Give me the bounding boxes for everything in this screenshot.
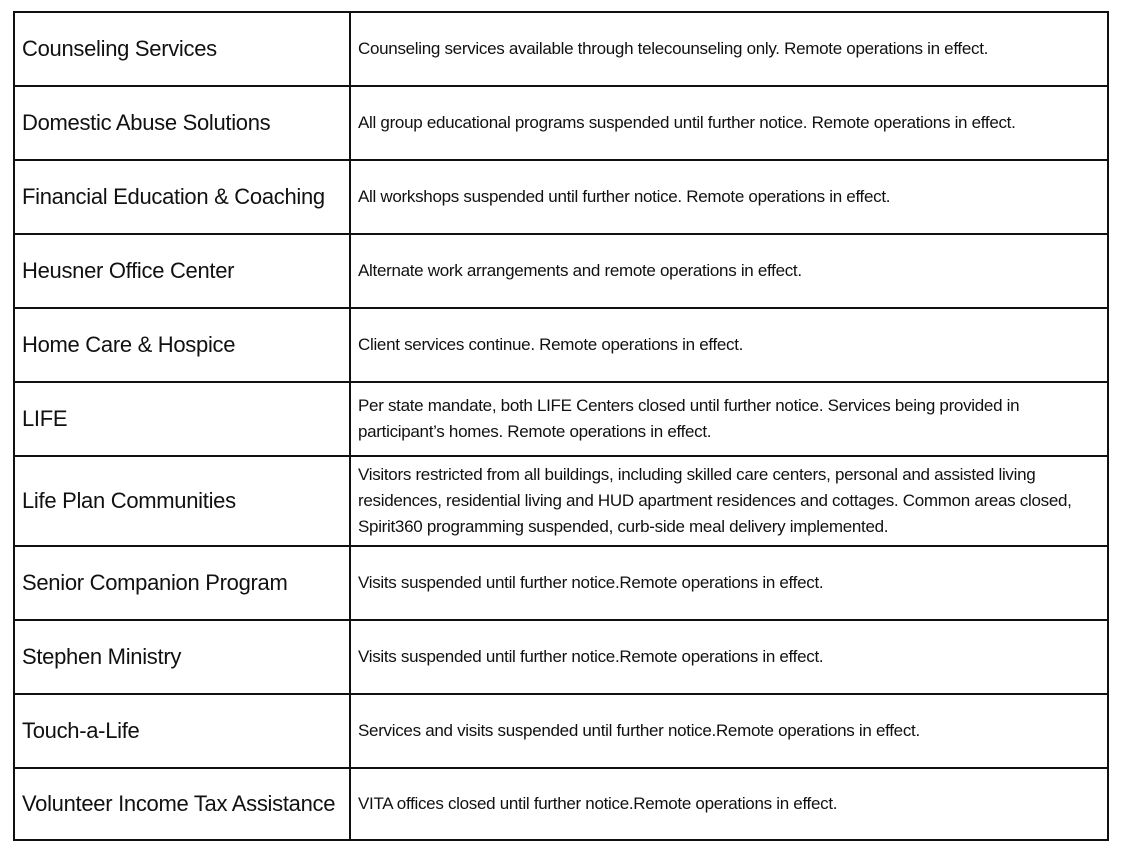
service-name: Domestic Abuse Solutions — [15, 87, 351, 159]
table-row — [15, 87, 1107, 161]
service-status: All group educational programs suspended until further notice. Remote operations in effect. — [358, 113, 1016, 132]
service-name: Senior Companion Program — [15, 547, 351, 619]
service-name: Life Plan Communities — [15, 457, 351, 545]
service-name: Heusner Office Center — [15, 235, 351, 307]
table-row — [15, 383, 1107, 457]
service-name: Stephen Ministry — [15, 621, 351, 693]
service-status: Visits suspended until further notice.Remote operations in effect. — [358, 573, 824, 592]
table-row — [15, 621, 1107, 695]
service-name: Touch-a-Life — [15, 695, 351, 767]
table-row — [15, 235, 1107, 309]
service-name: Volunteer Income Tax Assistance — [15, 769, 351, 839]
service-name: LIFE — [15, 383, 351, 455]
service-status: Visitors restricted from all buildings, including skilled care centers, personal and assisted living residences, residential living and HUD apartment residences and cottages. Common areas closed, Spirit360 programming suspended, curb-side meal delivery implemented. — [358, 465, 1072, 536]
service-name: Financial Education & Coaching — [15, 161, 351, 233]
table-row — [15, 547, 1107, 621]
service-status: Client services continue. Remote operations in effect. — [358, 335, 744, 354]
table-row — [15, 695, 1107, 769]
service-status: VITA offices closed until further notice.Remote operations in effect. — [358, 794, 838, 813]
table-row — [15, 769, 1107, 839]
service-status: Per state mandate, both LIFE Centers closed until further notice. Services being provided in participant’s homes. Remote operations in effect. — [358, 396, 1020, 441]
table-row — [15, 309, 1107, 383]
service-status: Services and visits suspended until further notice.Remote operations in effect. — [358, 721, 920, 740]
service-name: Counseling Services — [15, 13, 351, 85]
table-row — [15, 161, 1107, 235]
service-status: All workshops suspended until further notice. Remote operations in effect. — [358, 187, 891, 206]
table-row — [15, 457, 1107, 547]
service-status: Counseling services available through telecounseling only. Remote operations in effect. — [358, 39, 989, 58]
service-status: Visits suspended until further notice.Remote operations in effect. — [358, 647, 824, 666]
service-status: Alternate work arrangements and remote operations in effect. — [358, 261, 802, 280]
table-row — [15, 13, 1107, 87]
services-status-table — [13, 11, 1109, 841]
service-name: Home Care & Hospice — [15, 309, 351, 381]
